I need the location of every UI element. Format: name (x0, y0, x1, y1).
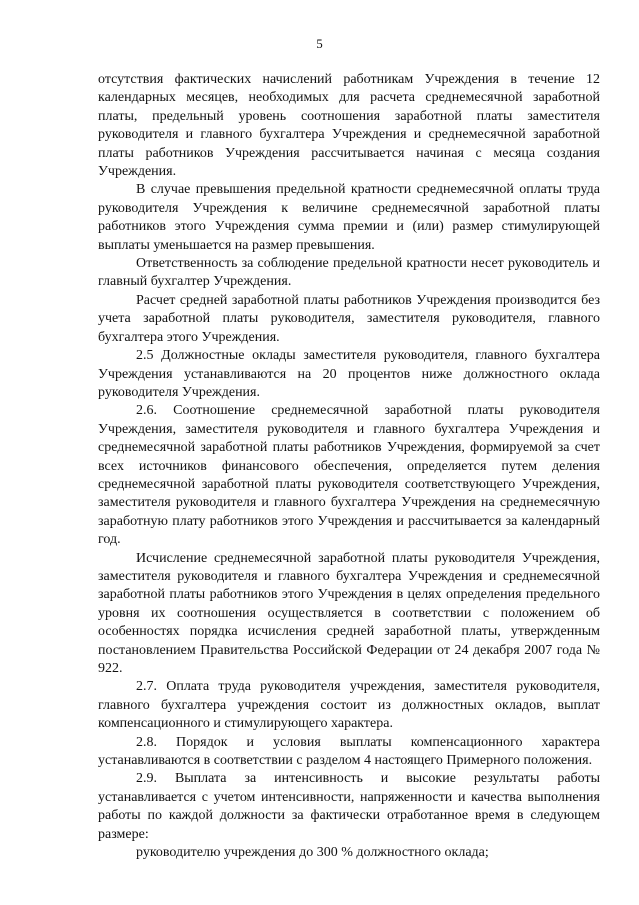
paragraph-responsibility: Ответственность за соблюдение предельной кратности несет руководитель и главный бухгалтер Учреждения. (98, 256, 600, 290)
paragraph-2-7: 2.7. Оплата труда руководителя учреждения, заместителя руководителя, главного бухгалтера учреждения состоит из должностных окладов, выплат компенсационного и стимулирующего характера. (98, 679, 600, 732)
paragraph-premium-reduction: В случае превышения предельной кратности среднемесячной оплаты труда руководителя Учреждения к величине среднемесячной заработной платы работников этого Учреждения сумма премии и (или) размер стимулирующей выплаты уменьшается на размер превышения. (98, 182, 600, 253)
page-number: 5 (316, 36, 323, 51)
paragraph-calculation-method: Исчисление среднемесячной заработной платы руководителя Учреждения, заместителя руководителя и главного бухгалтера Учреждения и среднемесячной заработной платы работников этого Учреждения в целях определения предельного уровня их соотношения осуществляется в соответствии с положением об особенностях порядка исчисления средней заработной платы, утвержденным постановлением Правительства Российской Федерации от 24 декабря 2007 года № 922. (98, 550, 600, 676)
paragraph-2-5: 2.5 Должностные оклады заместителя руководителя, главного бухгалтера Учреждения устанавливаются на 20 процентов ниже должностного оклада руководителя Учреждения. (98, 348, 600, 400)
paragraph-2-9: 2.9. Выплата за интенсивность и высокие результаты работы устанавливается с учетом интенсивности, напряженности и качества выполнения работы по каждой должности за фактически отработанное время в следующем размере: (98, 771, 600, 842)
paragraph-head-bonus: руководителю учреждения до 300 % должностного оклада; (136, 845, 489, 861)
paragraph-2-8: 2.8. Порядок и условия выплаты компенсационного характера устанавливаются в соответствии с разделом 4 настоящего Примерного положения. (98, 734, 600, 769)
paragraph-continuation: отсутствия фактических начислений работникам Учреждения в течение 12 календарных месяцев, необходимых для расчета среднемесячной заработной платы, предельный уровень соотношения заработной платы заместителя руководителя и главного бухгалтера Учреждения и среднемесячной заработной платы работников Учреждения рассчитывается начиная с месяца создания Учреждения. (98, 72, 600, 180)
paragraph-2-6: 2.6. Соотношение среднемесячной заработной платы руководителя Учреждения, заместителя руководителя и главного бухгалтера Учреждения и среднемесячной заработной платы работников Учреждения, формируемой за счет всех источников финансового обеспечения, определяется путем деления среднемесячной заработной платы руководителя соответствующего Учреждения, заместителя руководителя и главного бухгалтера Учреждения на среднемесячную заработную плату работников этого Учреждения и рассчитывается за календарный год. (98, 403, 600, 548)
paragraph-average-salary-calc: Расчет средней заработной платы работников Учреждения производится без учета заработной платы руководителя, заместителя руководителя, главного бухгалтера этого Учреждения. (98, 292, 600, 345)
document-body (98, 71, 600, 862)
